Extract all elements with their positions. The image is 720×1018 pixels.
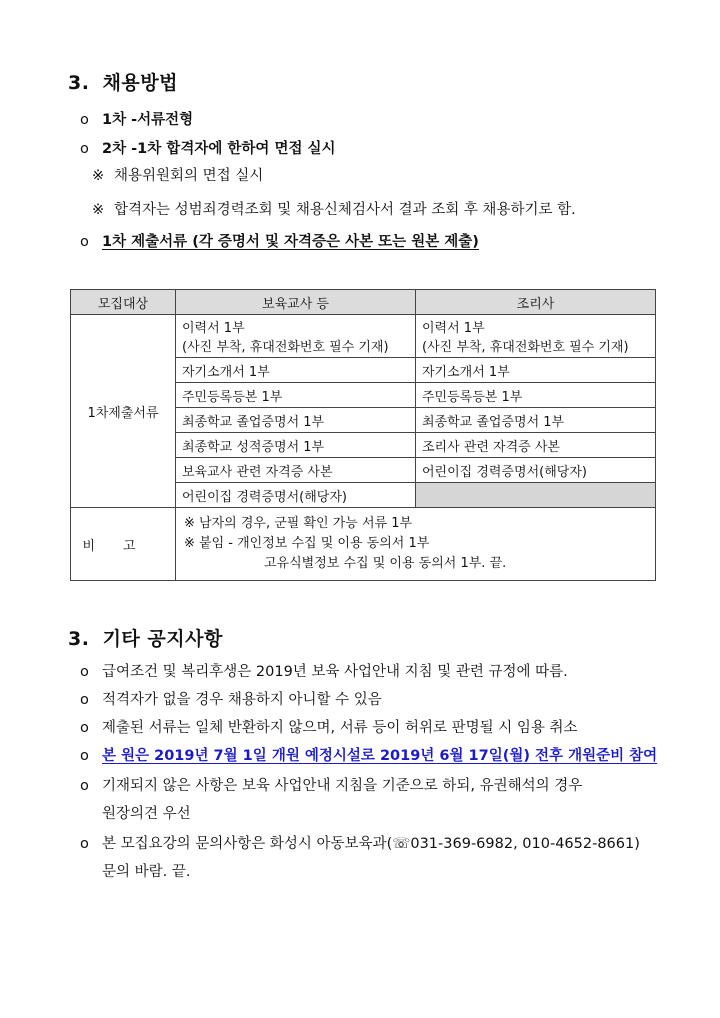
table-cell: 어린이집 경력증명서(해당자) (416, 458, 656, 483)
list-item: o 2차 -1차 합격자에 한하여 면접 실시 (80, 141, 336, 157)
list-item: o 급여조건 및 복리후생은 2019년 보육 사업안내 지침 및 관련 규정에 따름. (80, 664, 568, 680)
table-cell: 주민등록등본 1부 (416, 383, 656, 408)
table-header: 조리사 (416, 290, 656, 315)
list-item-continuation: 원장의견 우선 (102, 806, 191, 822)
list-item: o 본 모집요강의 문의사항은 화성시 아동보육과(☏031-369-6982, 010-4652-8661) (80, 836, 640, 852)
section-number: 3. (68, 72, 90, 94)
section-heading-method (68, 68, 178, 95)
list-item: ※ 채용위원회의 면접 실시 (92, 168, 264, 184)
list-item-highlight: o 본 원은 2019년 7월 1일 개원 예정시설로 2019년 6월 17일(월) 전후 개원준비 참여 (80, 748, 658, 764)
remarks-cell: ※ 남자의 경우, 군필 확인 가능 서류 1부 ※ 붙임 - 개인정보 수집 및 이용 동의서 1부 고유식별정보 수집 및 이용 동의서 1부. 끝. (176, 508, 656, 581)
table-cell: 최종학교 졸업증명서 1부 (416, 408, 656, 433)
table-cell: 이력서 1부 (사진 부착, 휴대전화번호 필수 기재) (176, 315, 416, 358)
table-header: 보육교사 등 (176, 290, 416, 315)
list-item: ※ 합격자는 성범죄경력조회 및 채용신체검사서 결과 조회 후 채용하기로 함. (92, 202, 576, 218)
table-cell: 최종학교 성적증명서 1부 (176, 433, 416, 458)
list-item: o 적격자가 없을 경우 채용하지 아니할 수 있음 (80, 692, 382, 708)
list-item: o 제출된 서류는 일체 반환하지 않으며, 서류 등이 허위로 판명될 시 임용 취소 (80, 720, 578, 736)
section-title: 채용방법 (102, 72, 178, 94)
table-cell: 자기소개서 1부 (416, 358, 656, 383)
section-heading-notice (68, 624, 223, 651)
remarks-label: 비고 (71, 508, 176, 581)
list-item: o 기재되지 않은 사항은 보육 사업안내 지침을 기준으로 하되, 유권해석의 경우 (80, 778, 583, 794)
table-row (71, 315, 656, 358)
category-cell: 1차제출서류 (71, 315, 176, 508)
table-cell: 조리사 관련 자격증 사본 (416, 433, 656, 458)
table-cell: 어린이집 경력증명서(해당자) (176, 483, 416, 508)
section-title: 기타 공지사항 (102, 628, 223, 650)
table-cell: 주민등록등본 1부 (176, 383, 416, 408)
table-header: 모집대상 (71, 290, 176, 315)
table-cell: 이력서 1부 (사진 부착, 휴대전화번호 필수 기재) (416, 315, 656, 358)
list-item: o 1차 -서류전형 (80, 112, 194, 128)
list-item-continuation: 문의 바람. 끝. (102, 864, 191, 880)
table-cell: 최종학교 졸업증명서 1부 (176, 408, 416, 433)
section-number: 3. (68, 628, 90, 650)
table-cell: 보육교사 관련 자격증 사본 (176, 458, 416, 483)
documents-table (70, 289, 656, 581)
remarks-row (71, 508, 656, 581)
empty-cell (416, 483, 656, 508)
table-cell: 자기소개서 1부 (176, 358, 416, 383)
list-item: o 1차 제출서류 (각 증명서 및 자격증은 사본 또는 원본 제출) (80, 234, 479, 250)
table-header-row (71, 290, 656, 315)
